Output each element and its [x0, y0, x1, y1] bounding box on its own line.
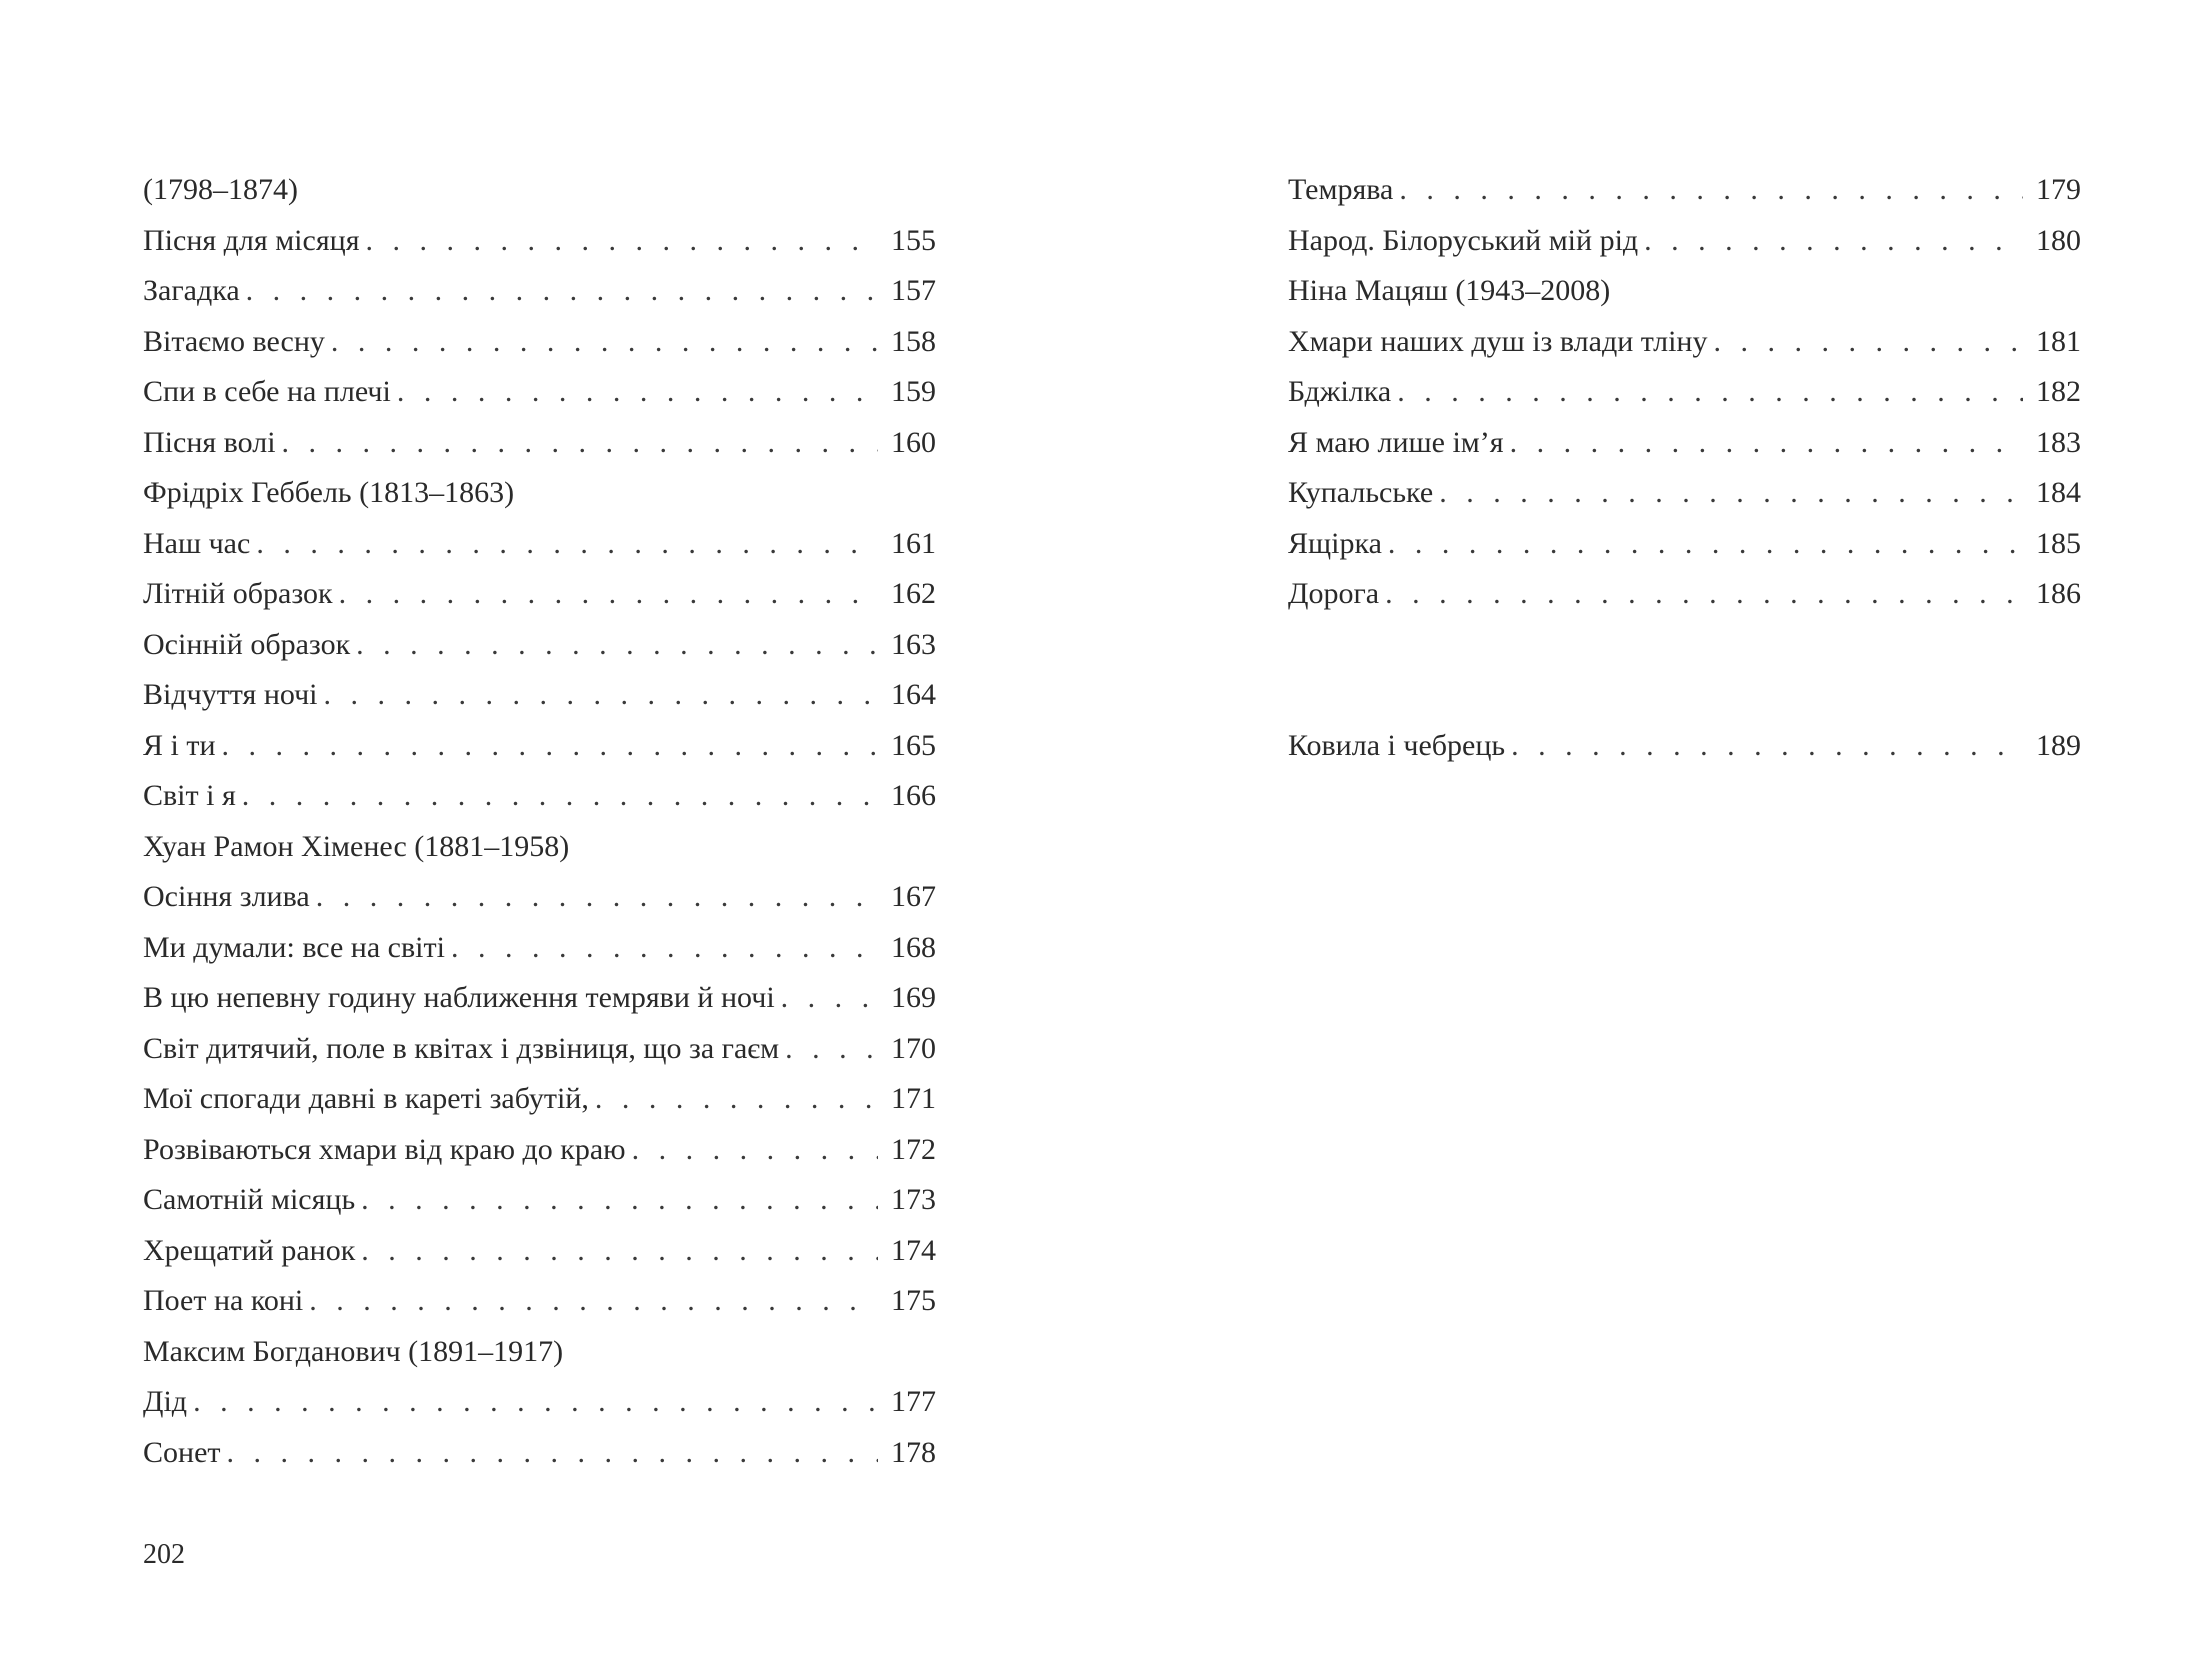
dot-leader [303, 1276, 878, 1327]
toc-entry[interactable] [143, 1175, 936, 1226]
entry-title: Світ і я [143, 779, 236, 812]
toc-entry[interactable] [1288, 367, 2081, 418]
dot-leader [445, 923, 878, 974]
entry-page-number: 170 [891, 1031, 936, 1065]
toc-entry[interactable] [1288, 721, 2081, 772]
entry-title: Я маю лише ім’я [1288, 425, 1504, 459]
entry-page-number: 164 [891, 678, 936, 711]
entry-title: Мої спогади давні в кареті забутій, [143, 1082, 589, 1115]
toc-entry[interactable] [143, 1125, 936, 1176]
entry-title: Світ дитячий, поле в квітах і дзвіниця, що за гаєм [143, 1031, 780, 1065]
entry-title: Бджілка [1288, 375, 1392, 408]
dot-leader [310, 872, 878, 923]
entry-page-number: 177 [891, 1385, 936, 1418]
entry-title: Спи в себе на плечі [143, 375, 391, 408]
toc-entry[interactable] [143, 1074, 936, 1125]
dot-leader [250, 519, 878, 570]
dot-leader [1433, 468, 2023, 519]
entry-page-number: 158 [891, 324, 936, 358]
toc-entry[interactable] [1288, 418, 2081, 469]
entry-title: В цю непевну годину наближення темряви й ночі [143, 981, 775, 1014]
entry-page-number: 179 [2036, 173, 2081, 206]
entry-title: Дід [143, 1385, 188, 1418]
entry-page-number: 181 [2036, 324, 2081, 358]
dot-leader [1504, 418, 2023, 469]
entry-title: Відчуття ночі [143, 678, 318, 711]
dot-leader [1638, 216, 2023, 267]
entry-page-number: 189 [2036, 728, 2081, 762]
dot-leader [1708, 317, 2024, 368]
entry-page-number: 157 [891, 274, 936, 307]
dot-leader [1382, 519, 2023, 570]
dot-leader [240, 266, 878, 317]
entry-page-number: 162 [891, 577, 936, 610]
toc-author-heading [143, 822, 936, 873]
entry-title: Літній образок [143, 577, 333, 610]
toc-entry[interactable] [143, 367, 936, 418]
entry-title: Ми думали: все на світі [143, 930, 445, 964]
toc-right-column [1288, 165, 2081, 771]
entry-title: Пісня для місяця [143, 223, 360, 257]
entry-page-number: 161 [891, 526, 936, 560]
toc-author-heading [143, 468, 936, 519]
entry-title: Темрява [1288, 173, 1394, 206]
dot-leader [236, 771, 878, 822]
dot-leader [325, 317, 878, 368]
entry-title: Дорога [1288, 577, 1380, 610]
dot-leader [1391, 367, 2023, 418]
toc-entry[interactable] [1288, 317, 2081, 368]
entry-page-number: 178 [891, 1435, 936, 1469]
toc-entry[interactable] [143, 317, 936, 368]
toc-entry[interactable] [143, 923, 936, 974]
entry-page-number: 174 [891, 1233, 936, 1267]
entry-page-number: 182 [2036, 375, 2081, 408]
entry-title: Купальське [1288, 476, 1434, 509]
dot-leader [1393, 165, 2023, 216]
entry-page-number: 172 [891, 1132, 936, 1166]
dot-leader [1379, 569, 2023, 620]
dot-leader [350, 620, 878, 671]
entry-title: Пісня волі [143, 425, 276, 459]
toc-entry[interactable] [143, 1276, 936, 1327]
dot-leader [589, 1074, 878, 1125]
toc-entry[interactable] [143, 266, 936, 317]
dot-leader [187, 1377, 878, 1428]
toc-entry[interactable] [143, 771, 936, 822]
entry-title: Народ. Білоруський мій рід [1288, 223, 1639, 257]
dot-leader [775, 973, 878, 1024]
entry-page-number: 165 [891, 728, 936, 762]
entry-title: Самотній місяць [143, 1183, 356, 1216]
toc-entry[interactable] [143, 1226, 936, 1277]
author-name: Хуан Рамон Хіменес (1881–1958) [143, 829, 570, 863]
entry-title: Поет на коні [143, 1284, 304, 1317]
toc-left-column [143, 165, 936, 1478]
entry-title: Наш час [143, 526, 251, 560]
toc-entry[interactable] [143, 519, 936, 570]
dot-leader [216, 721, 878, 772]
entry-page-number: 168 [891, 930, 936, 964]
dot-leader [333, 569, 878, 620]
dot-leader [391, 367, 878, 418]
toc-entry[interactable] [143, 973, 936, 1024]
toc-author-heading [143, 1327, 936, 1378]
entry-title: Я і ти [143, 728, 216, 762]
page-number: 202 [143, 1539, 185, 1570]
dot-leader [355, 1226, 878, 1277]
entry-title: Осінній образок [143, 627, 351, 661]
entry-title: Осіння злива [143, 880, 310, 913]
toc-entry[interactable] [143, 670, 936, 721]
entry-title: Загадка [143, 274, 240, 307]
toc-entry[interactable] [1288, 569, 2081, 620]
toc-entry[interactable] [143, 620, 936, 671]
entry-page-number: 159 [891, 375, 936, 408]
dot-leader [355, 1175, 878, 1226]
entry-page-number: 166 [891, 779, 936, 812]
entry-title: Сонет [143, 1435, 221, 1469]
toc-entry[interactable] [1288, 165, 2081, 216]
entry-page-number: 167 [891, 880, 936, 913]
entry-page-number: 169 [891, 981, 936, 1014]
dot-leader [626, 1125, 878, 1176]
toc-author-heading [143, 165, 936, 216]
toc-entry[interactable] [143, 872, 936, 923]
entry-page-number: 184 [2036, 476, 2081, 509]
toc-entry[interactable] [1288, 519, 2081, 570]
entry-title: Розвіваються хмари від краю до краю [143, 1132, 626, 1166]
author-name: Фрідріх Геббель (1813–1863) [143, 476, 515, 509]
entry-page-number: 185 [2036, 526, 2081, 560]
dot-leader [276, 418, 878, 469]
toc-entry[interactable] [143, 569, 936, 620]
entry-page-number: 155 [891, 223, 936, 257]
toc-entry[interactable] [1288, 468, 2081, 519]
entry-title: Вітаємо весну [143, 324, 325, 358]
dot-leader [1505, 721, 2023, 772]
toc-entry[interactable] [143, 1377, 936, 1428]
author-name: Ніна Мацяш (1943–2008) [1288, 274, 1611, 307]
entry-page-number: 175 [891, 1284, 936, 1317]
toc-entry[interactable] [143, 1024, 936, 1075]
toc-entry[interactable] [143, 1428, 936, 1479]
dot-leader [360, 216, 879, 267]
entry-title: Хмари наших душ із влади тліну [1288, 324, 1708, 358]
entry-page-number: 173 [891, 1183, 936, 1216]
entry-page-number: 171 [891, 1082, 936, 1115]
toc-entry[interactable] [143, 216, 936, 267]
dot-leader [318, 670, 878, 721]
entry-title: Хрещатий ранок [143, 1233, 356, 1267]
entry-title: Ковила і чебрець [1288, 728, 1506, 762]
entry-page-number: 183 [2036, 425, 2081, 459]
author-name: (1798–1874) [143, 173, 298, 206]
dot-leader [779, 1024, 878, 1075]
toc-author-heading [1288, 266, 2081, 317]
entry-page-number: 180 [2036, 223, 2081, 257]
entry-page-number: 186 [2036, 577, 2081, 610]
entry-page-number: 163 [891, 627, 936, 661]
toc-entry[interactable] [143, 418, 936, 469]
entry-page-number: 160 [891, 425, 936, 459]
dot-leader [221, 1428, 879, 1479]
author-name: Максим Богданович (1891–1917) [143, 1334, 564, 1368]
section-gap [1288, 620, 2081, 721]
toc-entry[interactable] [143, 721, 936, 772]
toc-entry[interactable] [1288, 216, 2081, 267]
entry-title: Ящірка [1288, 526, 1382, 560]
